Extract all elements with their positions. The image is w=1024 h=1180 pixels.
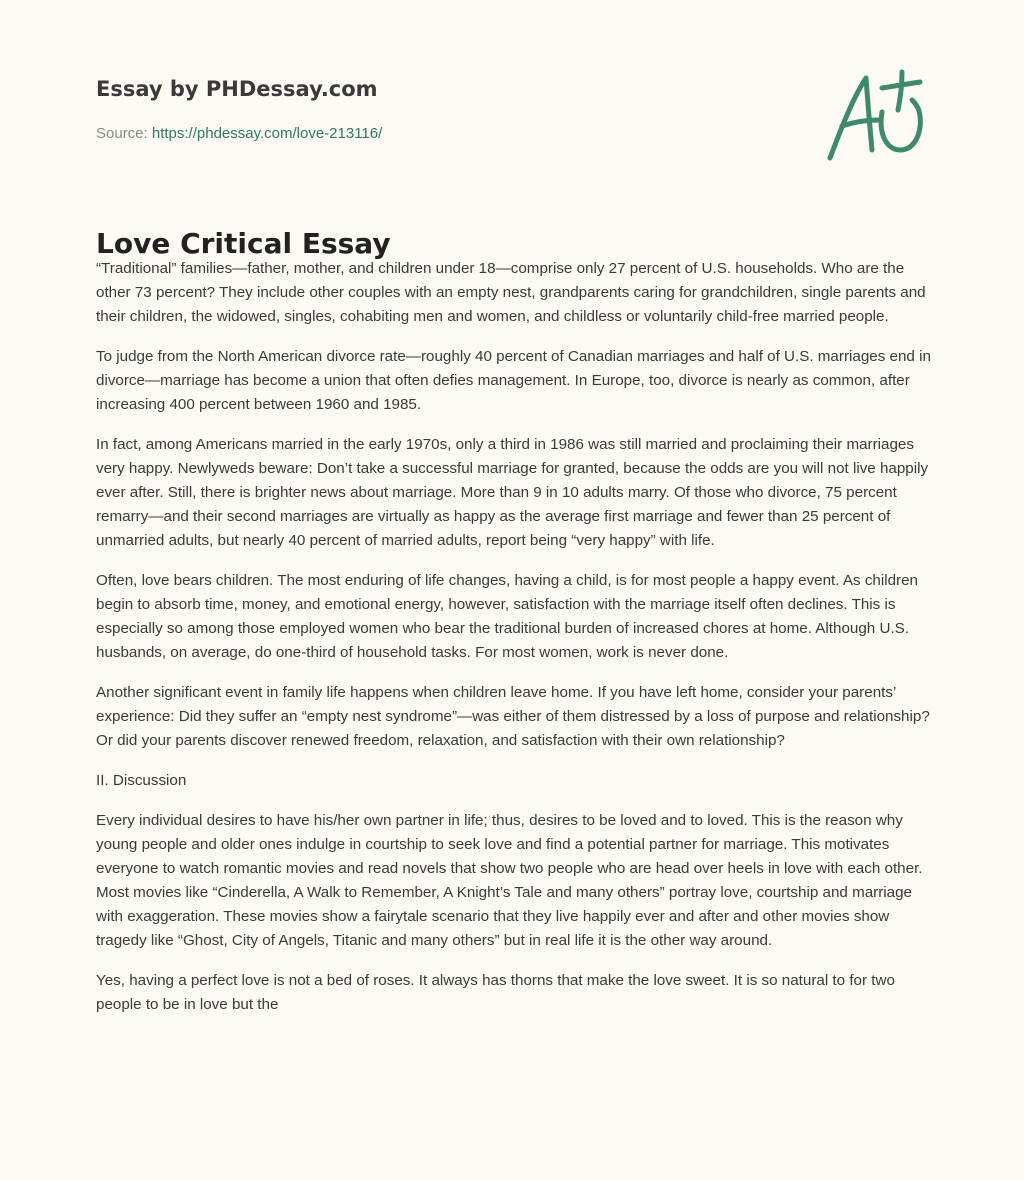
essay-title: Love Critical Essay: [96, 227, 391, 260]
paragraph: Another significant event in family life happens when children leave home. If you have left home, consider your parents’ experience: Did they suffer an “empty nest syndrome”—was either of them distressed by a loss of purpose and relationship? Or did your parents discover renewed freedom, relaxation, and satisfaction with their own relationship?: [96, 684, 930, 749]
a-plus-icon: [820, 66, 930, 166]
essay-body: [96, 257, 932, 1033]
paragraph: Yes, having a perfect love is not a bed of roses. It always has thorns that make the love sweet. It is so natural to for two people to be in love but the: [96, 972, 895, 1013]
source-label: Source:: [96, 125, 148, 142]
paragraph: “Traditional” families—father, mother, and children under 18—comprise only 27 percent of U.S. households. Who are the other 73 percent? They include other couples with an empty nest, grandparents caring for grandchildren, single parents and their children, the widowed, singles, cohabiting men and women, and childless or voluntarily child-free married people.: [96, 260, 926, 325]
section-heading: II. Discussion: [96, 772, 187, 789]
paragraph: To judge from the North American divorce rate—roughly 40 percent of Canadian marriages and half of U.S. marriages end in divorce—marriage has become a union that often defies management. In Europe, too, divorce is nearly as common, after increasing 400 percent between 1960 and 1985.: [96, 348, 931, 413]
paragraph: In fact, among Americans married in the early 1970s, only a third in 1986 was still married and proclaiming their marriages very happy. Newlyweds beware: Don’t take a successful marriage for granted, because the odds are you will not live happily ever after. Still, there is brighter news about marriage. More than 9 in 10 adults marry. Of those who divorce, 75 percent remarry—and their second marriages are virtually as happy as the average first marriage and fewer than 25 percent of unmarried adults, but nearly 40 percent of married adults, report being “very happy” with life.: [96, 436, 929, 549]
source-line: [96, 124, 696, 144]
site-header: [96, 74, 696, 144]
site-brand: Essay by PHDessay.com: [96, 77, 378, 101]
paragraph: Often, love bears children. The most enduring of life changes, having a child, is for most people a happy event. As children begin to absorb time, money, and emotional energy, however, satisfaction with the marriage itself often declines. This is especially so among those employed women who bear the traditional burden of increased chores at home. Although U.S. husbands, on average, do one-third of household tasks. For most women, work is never done.: [96, 572, 919, 661]
source-link[interactable]: https://phdessay.com/love-213116/: [151, 125, 383, 142]
paragraph: Every individual desires to have his/her own partner in life; thus, desires to be loved and to loved. This is the reason why young people and older ones indulge in courtship to seek love and find a potential partner for marriage. This motivates everyone to watch romantic movies and read novels that show two people who are head over heels in love with each other. Most movies like “Cinderella, A Walk to Remember, A Knight’s Tale and many others” portray love, courtship and marriage with exaggeration. These movies show a fairytale scenario that they live happily ever and after and other movies show tragedy like “Ghost, City of Angels, Titanic and many others” but in real life it is the other way around.: [96, 812, 923, 949]
